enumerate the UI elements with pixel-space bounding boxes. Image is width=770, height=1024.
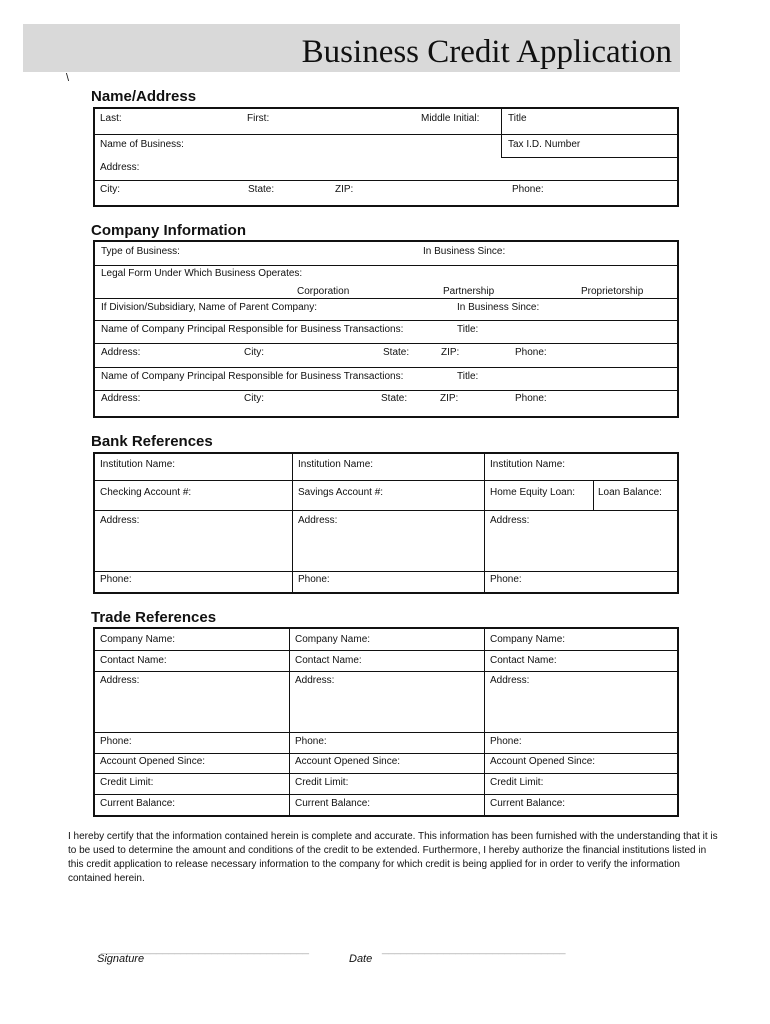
trade-1-balance-field[interactable]: Current Balance:: [100, 798, 176, 809]
principal-2-field[interactable]: Name of Company Principal Responsible for Business Transactions:: [101, 371, 404, 382]
phone-field[interactable]: Phone:: [512, 184, 544, 195]
trade-1-opened-field[interactable]: Account Opened Since:: [100, 756, 206, 767]
savings-account-field[interactable]: Savings Account #:: [298, 487, 384, 498]
trade-3-address-field[interactable]: Address:: [490, 675, 530, 686]
tax-id-field[interactable]: Tax I.D. Number: [508, 139, 581, 150]
date-label: Date: [349, 953, 373, 965]
signature-line[interactable]: __________________________________: [101, 943, 310, 955]
principal-2-zip-field[interactable]: ZIP:: [440, 393, 459, 404]
trade-3-balance-field[interactable]: Current Balance:: [490, 798, 566, 809]
company-info-box: [93, 240, 679, 418]
business-name-field[interactable]: Name of Business:: [100, 139, 184, 150]
bank-3-institution-field[interactable]: Institution Name:: [490, 459, 566, 470]
date-line[interactable]: ______________________________: [382, 943, 566, 955]
trade-2-credit-limit-field[interactable]: Credit Limit:: [295, 777, 349, 788]
principal-2-title-field[interactable]: Title:: [457, 371, 479, 382]
bank-2-phone-field[interactable]: Phone:: [298, 574, 330, 585]
certification-text: I hereby certify that the information contained herein is complete and accurate. This information has been furnished with the understanding that it is to be used to determine the amount and conditions of the credit to be extended. Furthermore, I hereby authorize the financial institutions listed in this credit application to release necessary information to the company for which credit is being applied for in order to verify the information contained herein.: [68, 831, 718, 884]
in-business-since-field[interactable]: In Business Since:: [423, 246, 506, 257]
trade-3-opened-field[interactable]: Account Opened Since:: [490, 756, 596, 767]
bank-2-address-field[interactable]: Address:: [298, 515, 338, 526]
proprietorship-option[interactable]: Proprietorship: [581, 286, 644, 297]
company-info-heading: Company Information: [91, 222, 247, 239]
partnership-option[interactable]: Partnership: [443, 286, 495, 297]
principal-1-city-field[interactable]: City:: [244, 347, 264, 358]
trade-3-company-field[interactable]: Company Name:: [490, 634, 566, 645]
trade-1-company-field[interactable]: Company Name:: [100, 634, 176, 645]
trade-2-company-field[interactable]: Company Name:: [295, 634, 371, 645]
bank-3-address-field[interactable]: Address:: [490, 515, 530, 526]
trade-2-address-field[interactable]: Address:: [295, 675, 335, 686]
trade-3-contact-field[interactable]: Contact Name:: [490, 655, 557, 666]
trade-3-credit-limit-field[interactable]: Credit Limit:: [490, 777, 544, 788]
address-field[interactable]: Address:: [100, 162, 140, 173]
last-name-field[interactable]: Last:: [100, 113, 122, 124]
loan-balance-field[interactable]: Loan Balance:: [598, 487, 662, 498]
principal-1-field[interactable]: Name of Company Principal Responsible for Business Transactions:: [101, 324, 404, 335]
trade-references-box: [93, 627, 679, 817]
checking-account-field[interactable]: Checking Account #:: [100, 487, 192, 498]
middle-initial-field[interactable]: Middle Initial:: [421, 113, 480, 124]
trade-2-balance-field[interactable]: Current Balance:: [295, 798, 371, 809]
principal-1-phone-field[interactable]: Phone:: [515, 347, 547, 358]
trade-2-opened-field[interactable]: Account Opened Since:: [295, 756, 401, 767]
principal-2-state-field[interactable]: State:: [381, 393, 408, 404]
title-field[interactable]: Title: [508, 113, 527, 124]
trade-2-phone-field[interactable]: Phone:: [295, 736, 327, 747]
principal-1-state-field[interactable]: State:: [383, 347, 410, 358]
parent-company-field[interactable]: If Division/Subsidiary, Name of Parent Company:: [101, 302, 318, 313]
signature-label: Signature: [97, 953, 145, 965]
principal-1-zip-field[interactable]: ZIP:: [441, 347, 460, 358]
home-equity-loan-field[interactable]: Home Equity Loan:: [490, 487, 576, 498]
parent-since-field[interactable]: In Business Since:: [457, 302, 540, 313]
trade-2-contact-field[interactable]: Contact Name:: [295, 655, 362, 666]
bank-2-institution-field[interactable]: Institution Name:: [298, 459, 374, 470]
name-address-heading: Name/Address: [91, 88, 197, 105]
city-field[interactable]: City:: [100, 184, 120, 195]
principal-2-address-field[interactable]: Address:: [101, 393, 141, 404]
title-banner: [23, 24, 680, 72]
principal-2-phone-field[interactable]: Phone:: [515, 393, 547, 404]
page-title: Business Credit Application: [301, 34, 672, 70]
state-field[interactable]: State:: [248, 184, 275, 195]
principal-1-title-field[interactable]: Title:: [457, 324, 479, 335]
first-name-field[interactable]: First:: [247, 113, 270, 124]
bank-references-heading: Bank References: [91, 433, 213, 450]
trade-1-phone-field[interactable]: Phone:: [100, 736, 132, 747]
trade-1-contact-field[interactable]: Contact Name:: [100, 655, 167, 666]
zip-field[interactable]: ZIP:: [335, 184, 354, 195]
bank-1-institution-field[interactable]: Institution Name:: [100, 459, 176, 470]
bank-1-phone-field[interactable]: Phone:: [100, 574, 132, 585]
business-type-field[interactable]: Type of Business:: [101, 246, 180, 257]
principal-1-address-field[interactable]: Address:: [101, 347, 141, 358]
trade-3-phone-field[interactable]: Phone:: [490, 736, 522, 747]
trade-1-credit-limit-field[interactable]: Credit Limit:: [100, 777, 154, 788]
bank-references-box: [93, 452, 679, 594]
trade-references-heading: Trade References: [91, 609, 217, 626]
stray-mark: \: [66, 72, 70, 84]
bank-3-phone-field[interactable]: Phone:: [490, 574, 522, 585]
principal-2-city-field[interactable]: City:: [244, 393, 264, 404]
bank-1-address-field[interactable]: Address:: [100, 515, 140, 526]
corporation-option[interactable]: Corporation: [297, 286, 350, 297]
name-address-box: [93, 107, 679, 207]
trade-1-address-field[interactable]: Address:: [100, 675, 140, 686]
legal-form-label: Legal Form Under Which Business Operates:: [101, 268, 303, 279]
